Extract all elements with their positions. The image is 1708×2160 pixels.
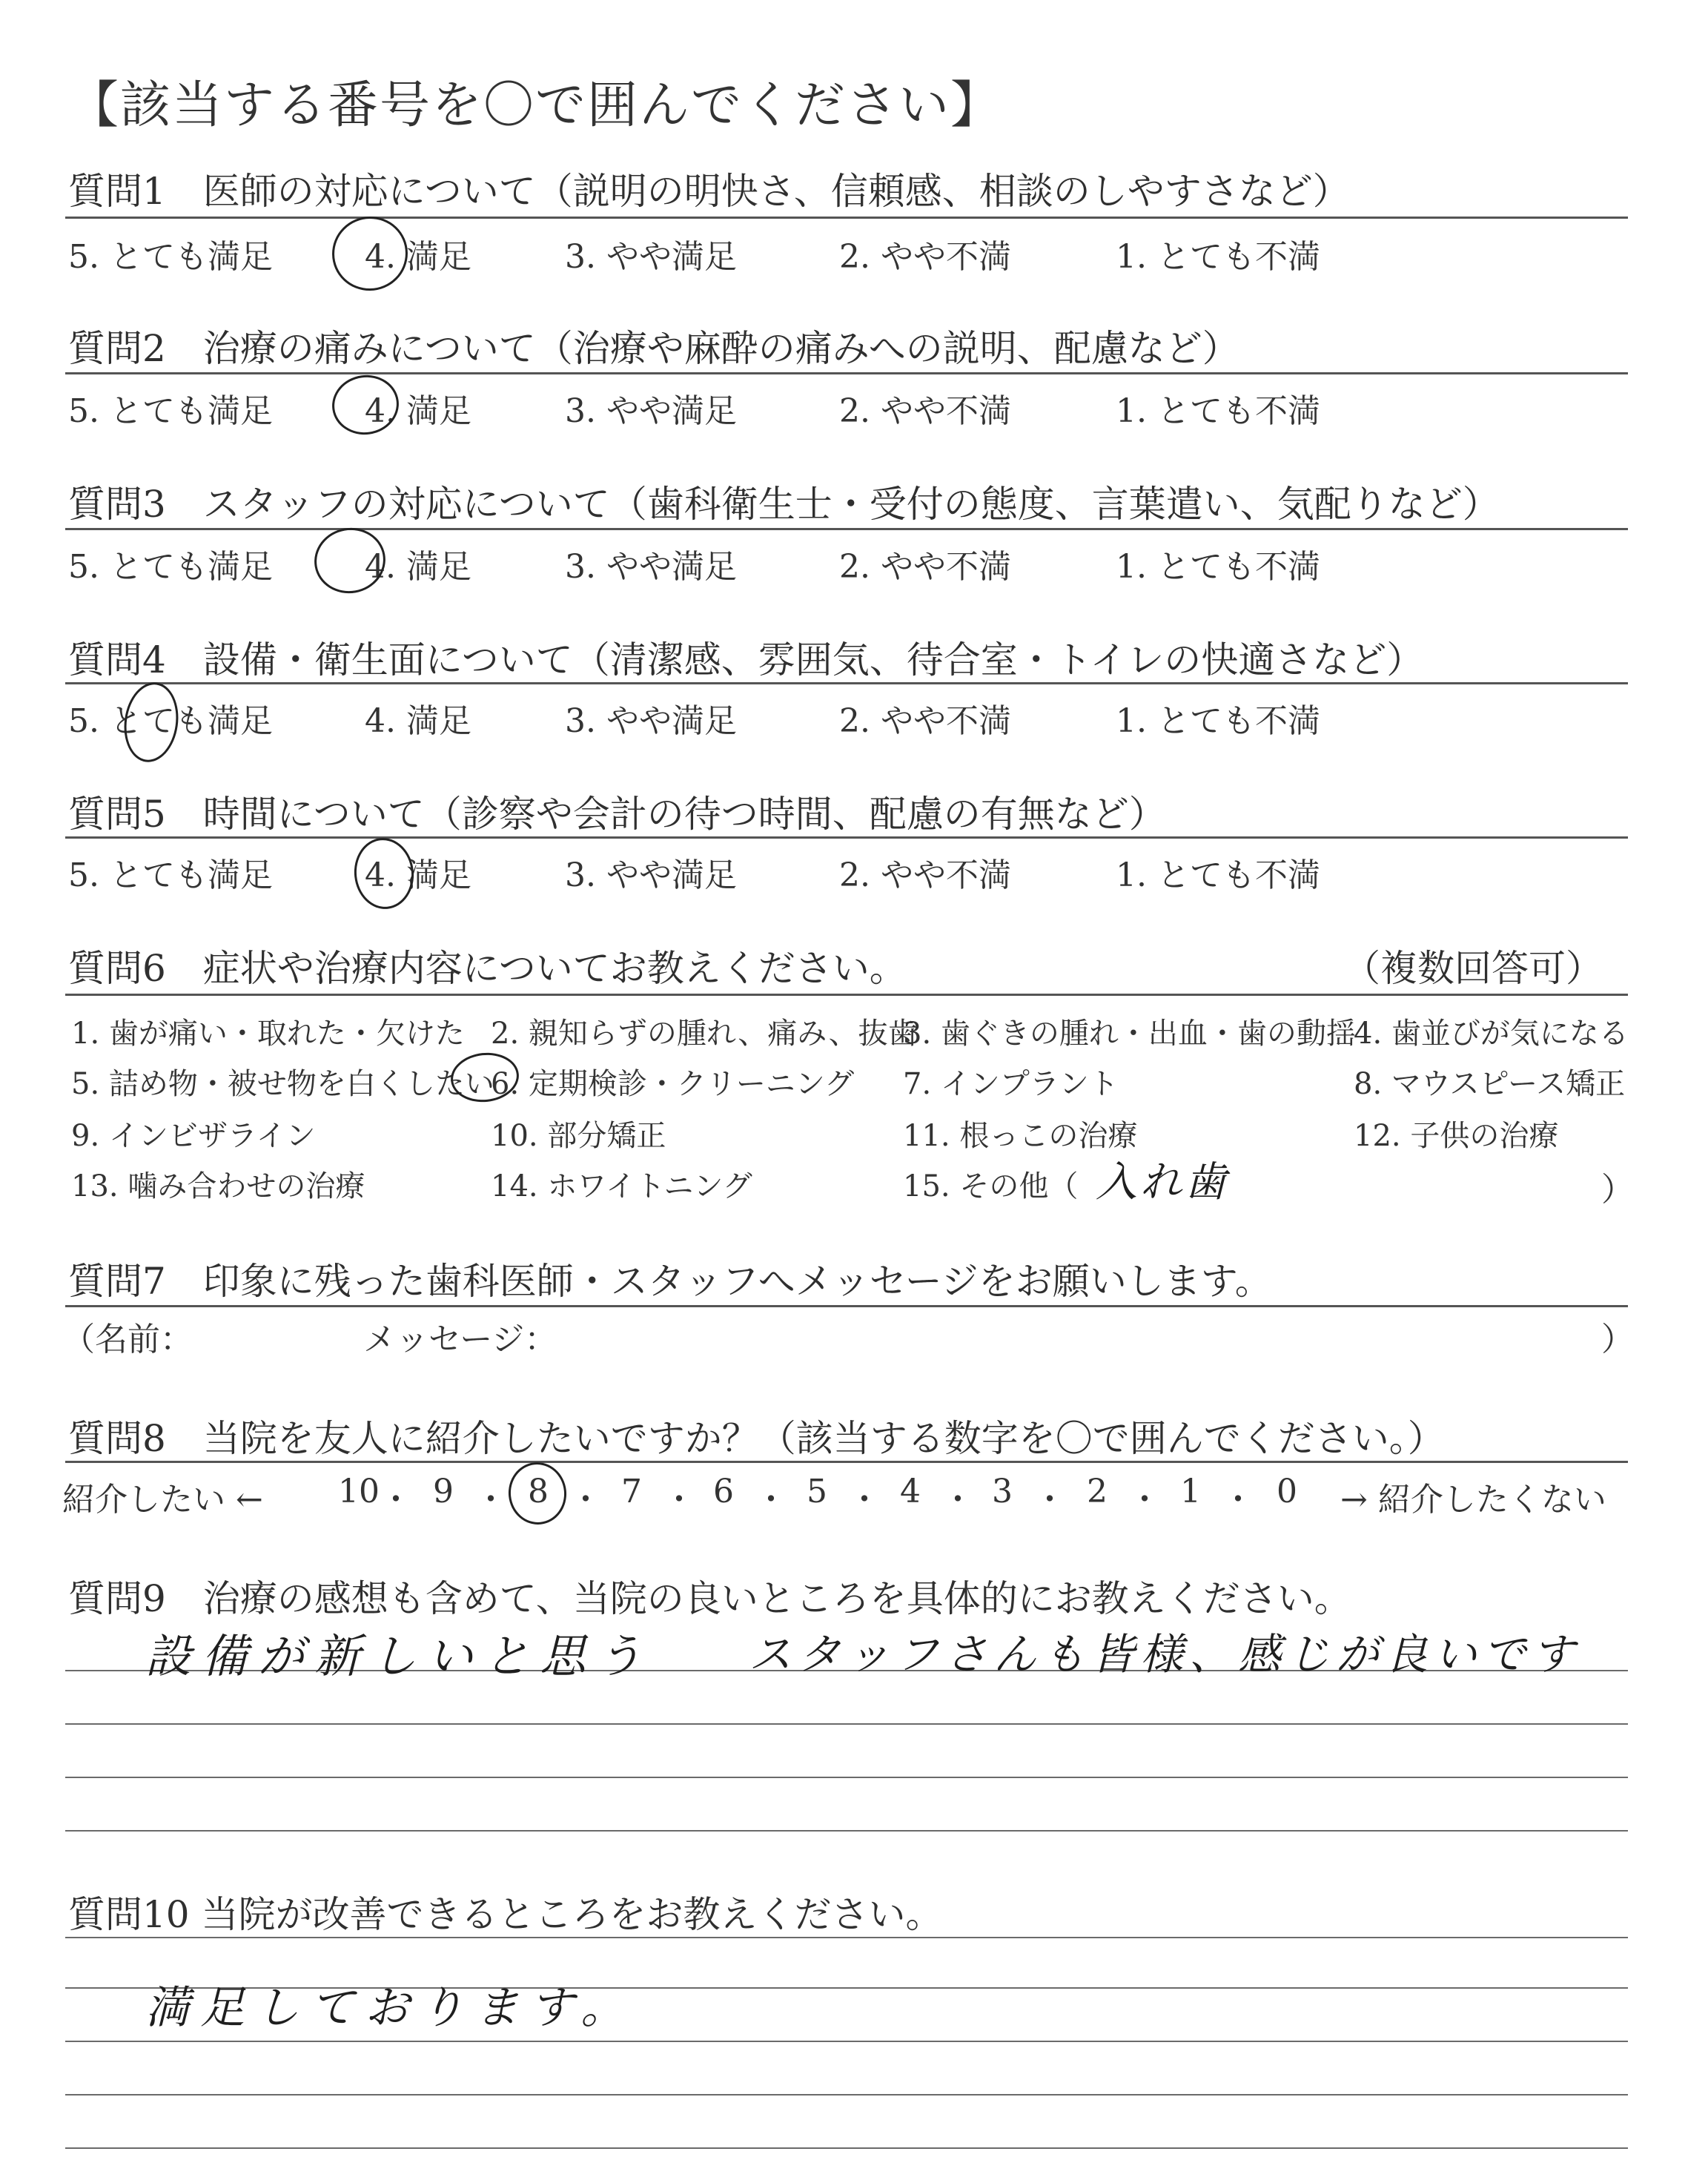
q9-answer-line-3: [65, 1777, 1628, 1778]
q2-option-3[interactable]: 3. やや満足: [565, 392, 737, 430]
question-1-rule: [65, 217, 1628, 219]
q8-scale-value-10[interactable]: 10: [338, 1473, 380, 1510]
q8-not-recommend-label: → 紹介したくない: [1340, 1481, 1606, 1519]
q6-option-5[interactable]: 5. 詰め物・被せ物を白くしたい: [71, 1067, 494, 1101]
q6-option-8[interactable]: 8. マウスピース矯正: [1354, 1067, 1626, 1101]
q6-other-handwritten-answer: 入れ歯: [1096, 1158, 1229, 1206]
q8-scale-separator: ・: [569, 1481, 602, 1519]
q6-option-1[interactable]: 1. 歯が痛い・取れた・欠けた: [71, 1017, 465, 1051]
question-8-title: 質問8 当院を友人に紹介したいですか？（該当する数字を〇で囲んでください。）: [68, 1417, 1445, 1460]
q7-message-label: メッセージ：: [363, 1321, 557, 1358]
q1-option-5[interactable]: 5. とても満足: [68, 238, 273, 276]
q2-option-2[interactable]: 2. やや不満: [839, 392, 1011, 430]
question-7-title: 質問7 印象に残った歯科医師・スタッフへメッセージをお願いします。: [68, 1260, 1272, 1303]
q8-scale-value-9[interactable]: 9: [433, 1473, 454, 1510]
q8-scale-separator: ・: [1222, 1481, 1254, 1519]
q8-scale-separator: ・: [848, 1481, 881, 1519]
question-6-multiple-answer-note: （複数回答可）: [1343, 947, 1603, 990]
q10-answer-line-3: [65, 2041, 1628, 2042]
question-9-title: 質問9 治療の感想も含めて、当院の良いところを具体的にお教えください。: [68, 1577, 1351, 1620]
q3-option-3[interactable]: 3. やや満足: [565, 548, 737, 586]
q6-option-9[interactable]: 9. インビザライン: [71, 1119, 316, 1153]
q6-option-3[interactable]: 3. 歯ぐきの腫れ・出血・歯の動揺: [903, 1017, 1356, 1051]
question-6-title: 質問6 症状や治療内容についてお教えください。: [68, 947, 907, 990]
q9-answer-line-2: [65, 1723, 1628, 1725]
q8-scale-separator: ・: [380, 1481, 412, 1519]
q2-option-4[interactable]: 4. 満足: [365, 392, 471, 430]
q8-recommend-label: 紹介したい ←: [62, 1481, 263, 1519]
question-3-title: 質問3 スタッフの対応について（歯科衛生士・受付の態度、言葉遣い、気配りなど）: [68, 483, 1500, 526]
q8-scale-value-4[interactable]: 4: [900, 1473, 921, 1510]
q3-option-5[interactable]: 5. とても満足: [68, 548, 273, 586]
q3-option-1[interactable]: 1. とても不満: [1116, 548, 1320, 586]
q8-scale-separator: ・: [474, 1481, 507, 1519]
q6-option-13[interactable]: 13. 噛み合わせの治療: [71, 1169, 365, 1203]
q6-other-close-paren: ）: [1601, 1171, 1634, 1209]
q8-scale-value-2[interactable]: 2: [1087, 1473, 1108, 1510]
q2-option-5[interactable]: 5. とても満足: [68, 392, 273, 430]
q2-option-1[interactable]: 1. とても不満: [1116, 392, 1320, 430]
q5-option-5[interactable]: 5. とても満足: [68, 856, 273, 894]
q4-option-3[interactable]: 3. やや満足: [565, 702, 737, 740]
q3-option-4[interactable]: 4. 満足: [365, 548, 471, 586]
question-3-rule: [65, 528, 1628, 530]
q8-scale-separator: ・: [941, 1481, 974, 1519]
q8-scale-value-5[interactable]: 5: [807, 1473, 827, 1510]
q6-option-10[interactable]: 10. 部分矯正: [491, 1119, 666, 1153]
question-7-rule: [65, 1305, 1628, 1307]
q6-option-12[interactable]: 12. 子供の治療: [1354, 1119, 1559, 1153]
q6-option-14[interactable]: 14. ホワイトニング: [491, 1169, 752, 1203]
q5-option-1[interactable]: 1. とても不満: [1116, 856, 1320, 894]
q5-option-4[interactable]: 4. 満足: [365, 856, 471, 894]
q8-scale-value-1[interactable]: 1: [1180, 1473, 1201, 1510]
q4-option-1[interactable]: 1. とても不満: [1116, 702, 1320, 740]
q10-handwritten-answer: 満足しております。: [145, 1982, 636, 2034]
q7-close-paren: ）: [1601, 1321, 1634, 1358]
q1-answer-circle-mark: [325, 209, 415, 297]
q4-answer-circle-mark: [119, 679, 183, 766]
q1-option-3[interactable]: 3. やや満足: [565, 238, 737, 276]
q6-option-6[interactable]: 6. 定期検診・クリーニング: [491, 1067, 855, 1101]
q3-option-2[interactable]: 2. やや不満: [839, 548, 1011, 586]
q10-answer-line-5: [65, 2147, 1628, 2149]
q5-option-2[interactable]: 2. やや不満: [839, 856, 1011, 894]
q8-scale-value-7[interactable]: 7: [621, 1473, 642, 1510]
q8-scale-separator: ・: [755, 1481, 787, 1519]
q8-scale-value-0[interactable]: 0: [1277, 1473, 1297, 1510]
q4-option-5[interactable]: 5. とても満足: [68, 702, 273, 740]
question-5-rule: [65, 836, 1628, 839]
q6-option-11[interactable]: 11. 根っこの治療: [903, 1119, 1138, 1153]
form-instruction-header: 【該当する番号を〇で囲んでください】: [68, 76, 1003, 135]
question-10-title: 質問10 当院が改善できるところをお教えください。: [68, 1893, 943, 1936]
q8-answer-circle-mark: [506, 1459, 569, 1527]
q4-option-2[interactable]: 2. やや不満: [839, 702, 1011, 740]
q8-scale-separator: ・: [1128, 1481, 1161, 1519]
q1-option-2[interactable]: 2. やや不満: [839, 238, 1011, 276]
question-5-title: 質問5 時間について（診察や会計の待つ時間、配慮の有無など）: [68, 793, 1166, 836]
question-4-rule: [65, 682, 1628, 684]
q8-scale-separator: ・: [1033, 1481, 1066, 1519]
q6-option-7[interactable]: 7. インプラント: [903, 1067, 1119, 1101]
question-2-rule: [65, 372, 1628, 374]
q8-scale-value-3[interactable]: 3: [992, 1473, 1013, 1510]
q8-scale-separator: ・: [663, 1481, 695, 1519]
q10-answer-line-4: [65, 2094, 1628, 2095]
q1-option-4[interactable]: 4. 満足: [365, 238, 471, 276]
q6-option-2[interactable]: 2. 親知らずの腫れ、痛み、抜歯: [491, 1017, 918, 1051]
q1-option-1[interactable]: 1. とても不満: [1116, 238, 1320, 276]
question-2-title: 質問2 治療の痛みについて（治療や麻酔の痛みへの説明、配慮など）: [68, 327, 1239, 370]
q4-option-4[interactable]: 4. 満足: [365, 702, 471, 740]
question-1-title: 質問1 医師の対応について（説明の明快さ、信頼感、相談のしやすさなど）: [68, 170, 1350, 213]
question-4-title: 質問4 設備・衛生面について（清潔感、雰囲気、待合室・トイレの快適さなど）: [68, 638, 1424, 681]
question-8-rule: [65, 1461, 1628, 1463]
q9-handwritten-answer-part2: スタッフさんも皆様、感じが良いです: [749, 1629, 1581, 1680]
q9-handwritten-answer-part1: 設備が新しいと思う: [145, 1629, 653, 1683]
q5-option-3[interactable]: 3. やや満足: [565, 856, 737, 894]
question-6-rule: [65, 994, 1628, 996]
q10-answer-line-1: [65, 1937, 1628, 1938]
q8-scale-value-8[interactable]: 8: [528, 1473, 549, 1510]
q9-answer-line-4: [65, 1830, 1628, 1832]
q7-name-label: （名前：: [62, 1321, 193, 1358]
q5-answer-circle-mark: [351, 835, 417, 912]
q8-scale-value-6[interactable]: 6: [713, 1473, 734, 1510]
q6-option-4[interactable]: 4. 歯並びが気になる: [1354, 1017, 1629, 1051]
q6-option-15-other[interactable]: 15. その他（: [903, 1169, 1079, 1203]
q3-answer-circle-mark: [309, 522, 391, 598]
